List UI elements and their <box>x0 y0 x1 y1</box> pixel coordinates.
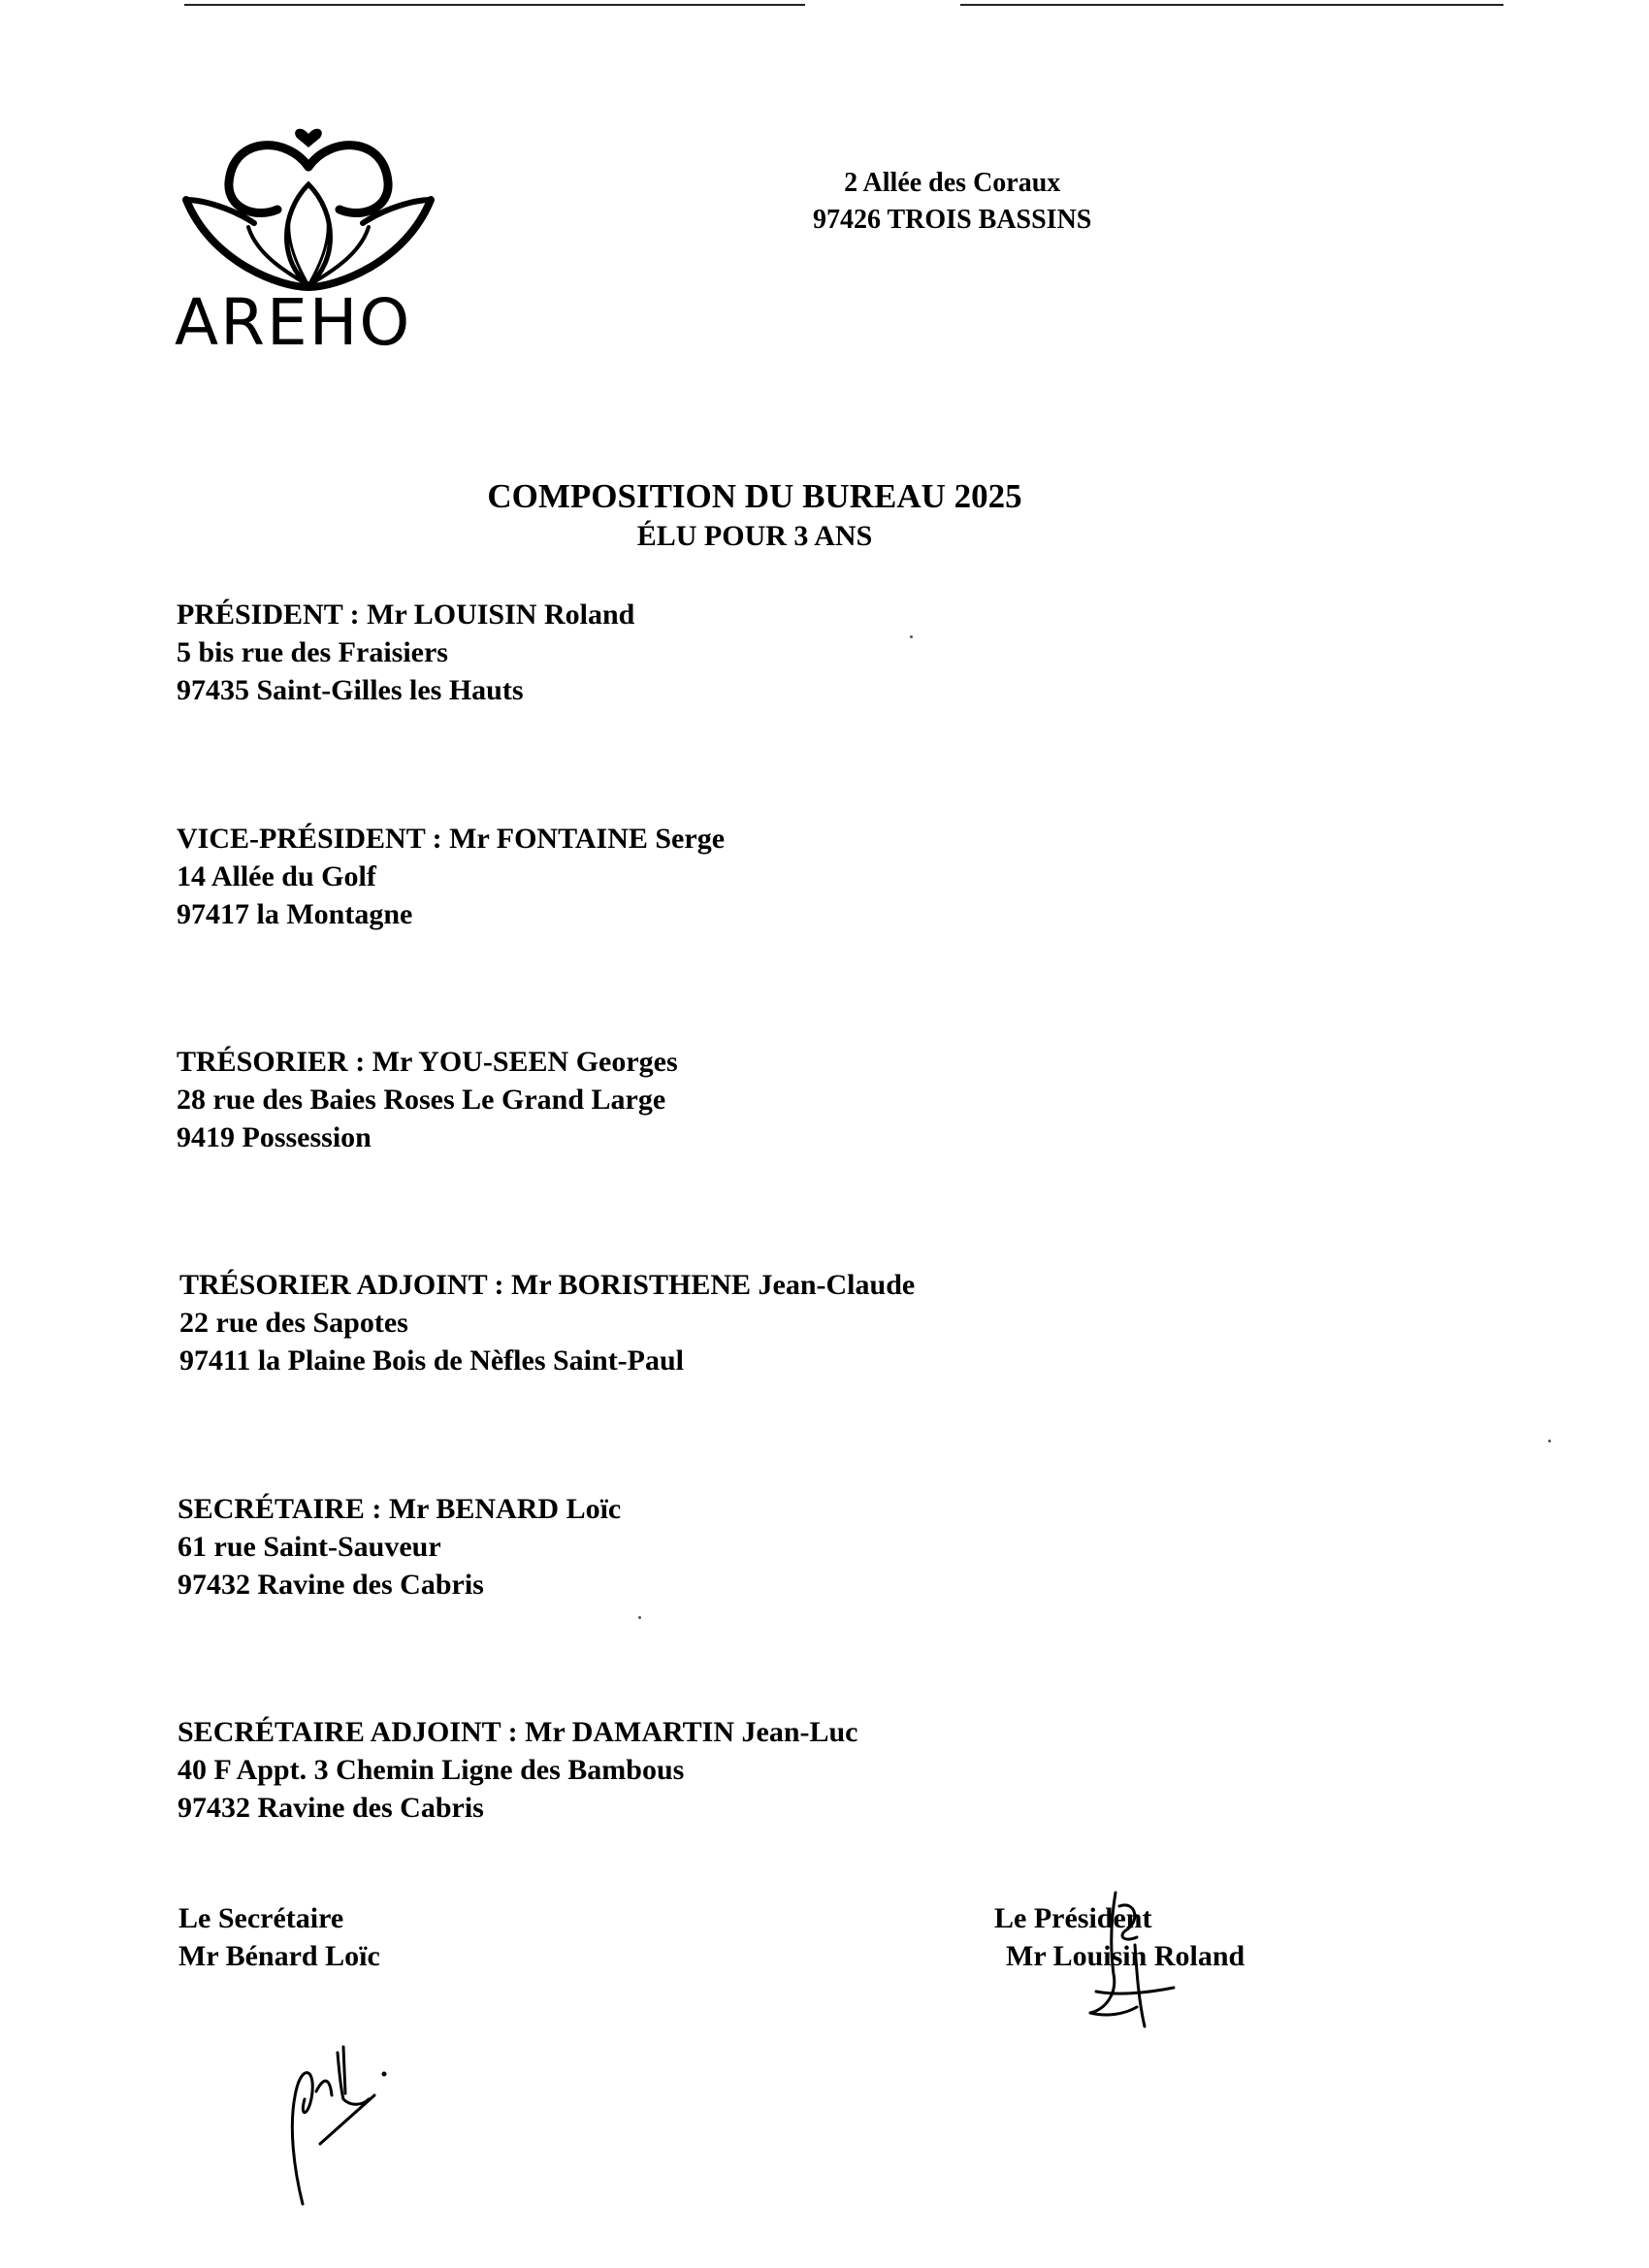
member-vice-president <box>177 820 725 933</box>
member-address-2: 97432 Ravine des Cabris <box>178 1792 484 1824</box>
association-address <box>813 165 1091 239</box>
scan-speck <box>1548 1440 1551 1442</box>
signatory-title: Le Président <box>994 1902 1152 1934</box>
logo-wordmark: AREHO <box>175 285 412 360</box>
member-assistant-treasurer <box>179 1266 915 1379</box>
secretary-signature-block <box>178 1899 380 1975</box>
member-address-1: 28 rue des Baies Roses Le Grand Large <box>177 1084 666 1116</box>
member-address-1: 14 Allée du Golf <box>177 860 376 892</box>
member-role: SECRÉTAIRE ADJOINT : Mr DAMARTIN Jean-Luc <box>178 1716 858 1748</box>
areho-lotus-logo <box>173 107 444 301</box>
member-address-1: 5 bis rue des Fraisiers <box>177 636 448 668</box>
member-address-1: 22 rue des Sapotes <box>179 1307 408 1339</box>
document-subtitle: ÉLU POUR 3 ANS <box>636 520 873 552</box>
document-title: COMPOSITION DU BUREAU 2025 <box>487 477 1022 515</box>
member-address-1: 40 F Appt. 3 Chemin Ligne des Bambous <box>178 1754 685 1786</box>
signatory-title: Le Secrétaire <box>178 1902 344 1934</box>
member-role: TRÉSORIER : Mr YOU-SEEN Georges <box>177 1046 678 1078</box>
member-role: TRÉSORIER ADJOINT : Mr BORISTHENE Jean-Claude <box>179 1269 916 1301</box>
scan-speck <box>910 635 913 638</box>
signatory-name: Mr Bénard Loïc <box>178 1940 380 1972</box>
secretary-handwritten-signature <box>281 1998 427 2212</box>
member-treasurer <box>177 1043 678 1156</box>
member-address-2: 97432 Ravine des Cabris <box>178 1569 484 1601</box>
member-address-2: 9419 Possession <box>177 1121 372 1153</box>
top-scan-rule <box>960 4 1504 6</box>
member-role: SECRÉTAIRE : Mr BENARD Loïc <box>178 1493 622 1525</box>
address-line-2: 97426 TROIS BASSINS <box>813 205 1092 235</box>
top-scan-rule <box>184 4 805 6</box>
member-secretary <box>178 1490 621 1604</box>
member-assistant-secretary <box>178 1713 858 1827</box>
member-role: VICE-PRÉSIDENT : Mr FONTAINE Serge <box>177 823 726 855</box>
member-address-1: 61 rue Saint-Sauveur <box>178 1531 441 1563</box>
member-address-2: 97435 Saint-Gilles les Hauts <box>177 674 524 706</box>
scan-speck <box>638 1616 641 1619</box>
member-address-2: 97417 la Montagne <box>177 898 413 930</box>
member-president <box>177 596 634 709</box>
member-role: PRÉSIDENT : Mr LOUISIN Roland <box>177 599 635 631</box>
president-handwritten-signature <box>1077 1887 1183 2032</box>
member-address-2: 97411 la Plaine Bois de Nèfles Saint-Paul <box>179 1345 685 1377</box>
address-line-1: 2 Allée des Coraux <box>844 168 1061 198</box>
signatory-name: Mr Louisin Roland <box>1006 1940 1245 1972</box>
